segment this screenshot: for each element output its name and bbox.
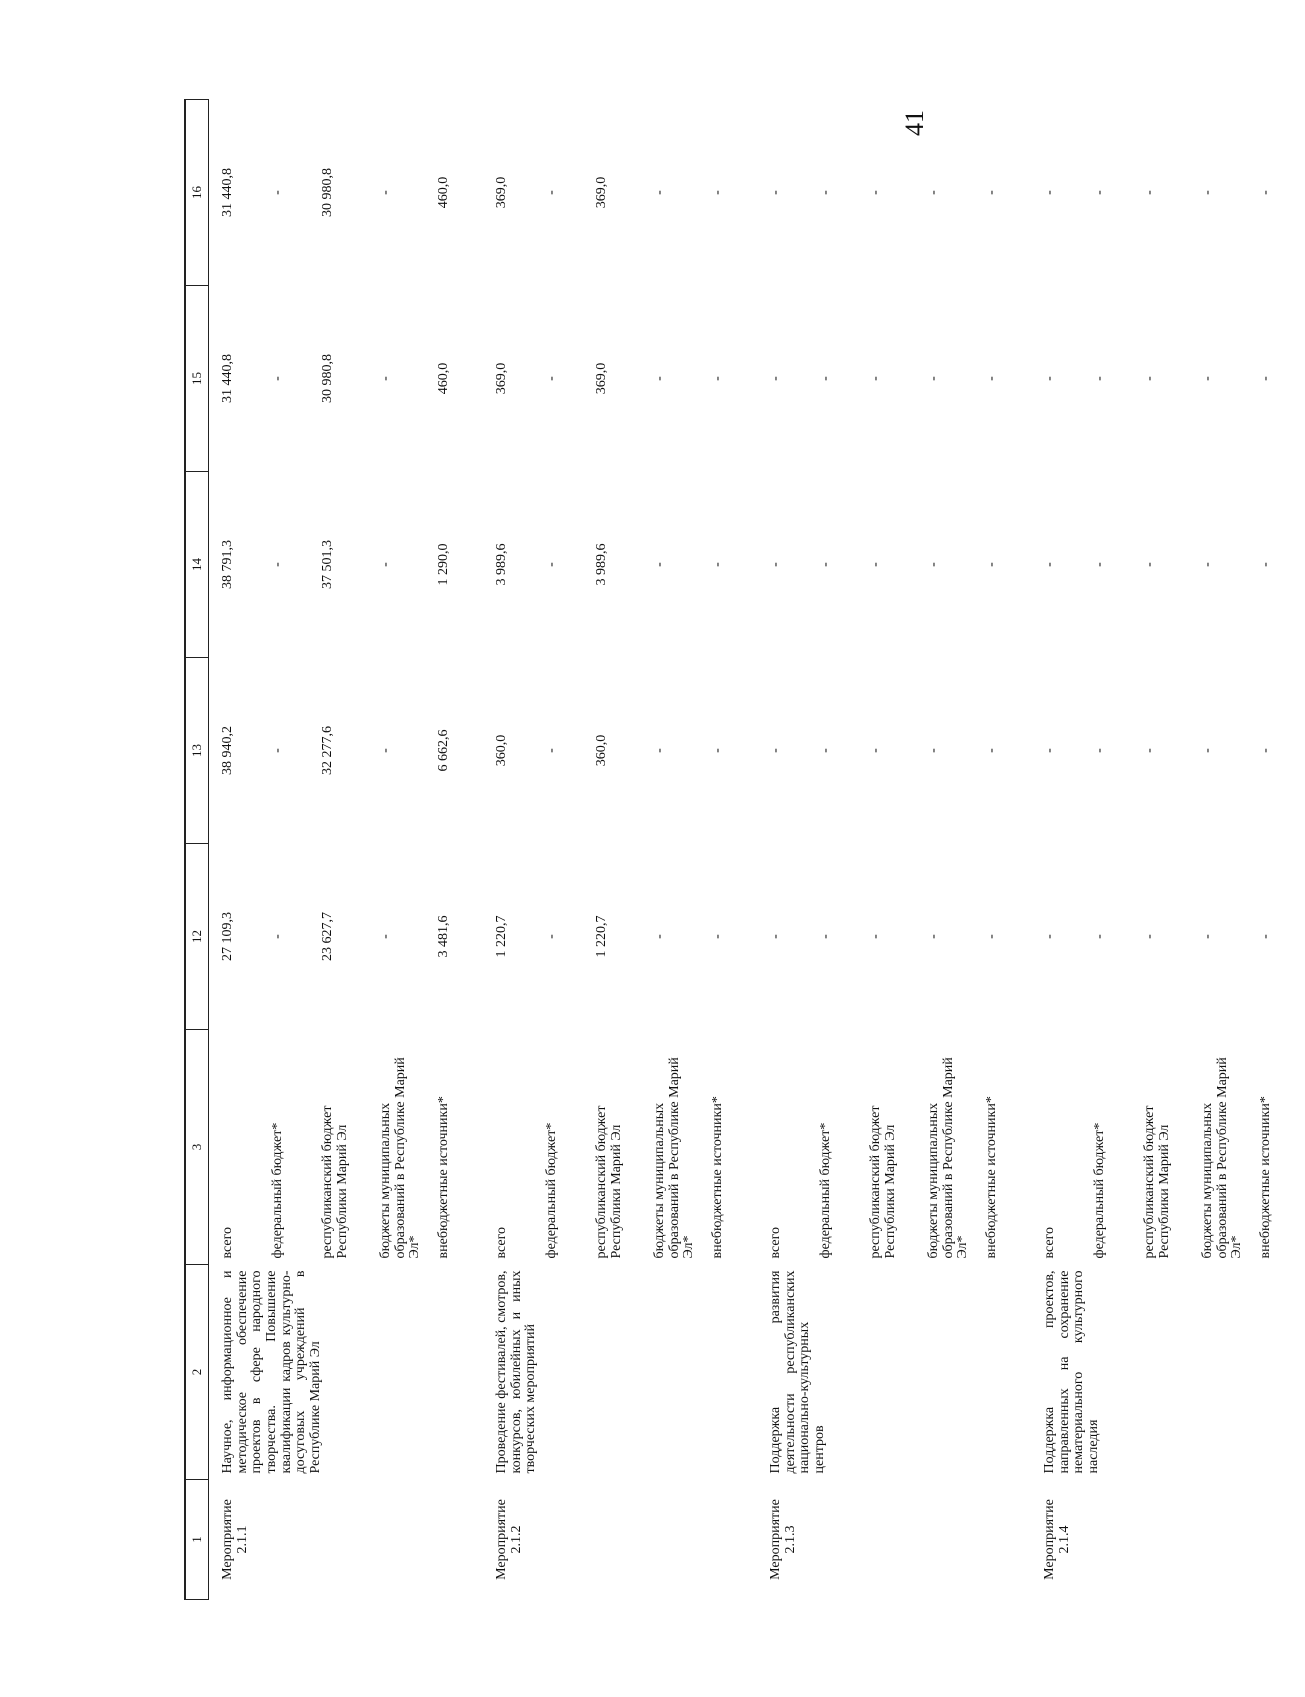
value-cell: - — [926, 562, 941, 567]
table-row — [757, 100, 815, 1600]
header-col-12: 12 — [185, 844, 209, 1030]
value-cell: - — [652, 376, 667, 381]
value-cell: 3 481,6 — [436, 915, 451, 958]
value-cell: - — [544, 934, 559, 939]
value-cell: 369,0 — [594, 176, 609, 209]
funding-source: бюджеты муниципальных образований в Республике Марий Эл* — [926, 1057, 971, 1259]
budget-table — [184, 99, 1305, 1600]
value-cell: - — [868, 934, 883, 939]
value-cell: - — [984, 376, 999, 381]
funding-source: республиканский бюджет Республики Марий Эл — [320, 1105, 350, 1259]
value-cell: - — [378, 376, 393, 381]
funding-source: всего — [768, 1226, 783, 1259]
value-cell: - — [710, 190, 725, 195]
header-col-3: 3 — [185, 1030, 209, 1265]
value-cell: 369,0 — [494, 362, 509, 395]
value-cell: 32 277,6 — [320, 726, 335, 775]
value-cell: - — [270, 376, 285, 381]
value-cell: - — [652, 748, 667, 753]
value-cell: - — [1092, 562, 1107, 567]
funding-source: всего — [220, 1226, 235, 1259]
value-cell: - — [378, 562, 393, 567]
value-cell: - — [544, 190, 559, 195]
value-cell: - — [544, 562, 559, 567]
value-cell: - — [984, 934, 999, 939]
value-cell: - — [1042, 376, 1057, 381]
rotated-table-container — [184, 100, 1273, 1600]
activity-label: Мероприятие 2.1.3 — [768, 1499, 798, 1580]
value-cell: - — [1092, 934, 1107, 939]
value-cell: - — [710, 562, 725, 567]
funding-source: внебюджетные источники* — [710, 1096, 725, 1259]
value-cell: - — [378, 748, 393, 753]
table-body — [209, 100, 1305, 1600]
value-cell: - — [1142, 562, 1157, 567]
funding-source: республиканский бюджет Республики Марий Эл — [868, 1105, 898, 1259]
value-cell: - — [652, 190, 667, 195]
value-cell: - — [768, 934, 783, 939]
value-cell: 460,0 — [436, 362, 451, 395]
value-cell: - — [1042, 190, 1057, 195]
funding-source: внебюджетные источники* — [436, 1096, 451, 1259]
value-cell: - — [1042, 748, 1057, 753]
value-cell: - — [984, 748, 999, 753]
value-cell: - — [984, 190, 999, 195]
value-cell: - — [378, 934, 393, 939]
header-col-16: 16 — [185, 100, 209, 286]
value-cell: - — [768, 748, 783, 753]
header-col-1: 1 — [185, 1480, 209, 1600]
value-cell: 6 662,6 — [436, 729, 451, 772]
value-cell: - — [818, 748, 833, 753]
value-cell: 38 940,2 — [220, 726, 235, 775]
value-cell: 360,0 — [494, 734, 509, 767]
value-cell: 3 989,6 — [594, 543, 609, 586]
value-cell: 27 109,3 — [220, 912, 235, 961]
value-cell: 30 980,8 — [320, 354, 335, 403]
funding-source: всего — [1042, 1226, 1057, 1259]
funding-source: федеральный бюджет* — [270, 1122, 285, 1259]
activity-description: Научное, информационное и методическое обеспечение проектов в сфере народного творчества. Повышение квалификации кадров культурно-досуговых учреждений в Республике Марий Эл — [220, 1270, 324, 1474]
header-col-15: 15 — [185, 286, 209, 472]
value-cell: - — [544, 376, 559, 381]
value-cell: - — [768, 376, 783, 381]
value-cell: 37 501,3 — [320, 540, 335, 589]
value-cell: - — [710, 934, 725, 939]
funding-source: всего — [494, 1226, 509, 1259]
value-cell: - — [868, 190, 883, 195]
activity-label: Мероприятие 2.1.1 — [220, 1499, 250, 1580]
funding-source: федеральный бюджет* — [544, 1122, 559, 1259]
value-cell: - — [544, 748, 559, 753]
header-col-13: 13 — [185, 658, 209, 844]
value-cell: - — [1092, 190, 1107, 195]
value-cell: - — [1258, 934, 1273, 939]
value-cell: - — [1258, 190, 1273, 195]
value-cell: - — [926, 190, 941, 195]
value-cell: - — [984, 562, 999, 567]
value-cell: - — [1092, 748, 1107, 753]
value-cell: - — [868, 376, 883, 381]
activity-description: Проведение фестивалей, смотров, конкурсов, юбилейных и иных творческих мероприятий — [494, 1270, 539, 1474]
header-row — [185, 100, 209, 1600]
value-cell: - — [270, 748, 285, 753]
value-cell: 369,0 — [494, 176, 509, 209]
funding-source: федеральный бюджет* — [1092, 1122, 1107, 1259]
value-cell: - — [1200, 934, 1215, 939]
value-cell: - — [710, 376, 725, 381]
header-col-14: 14 — [185, 472, 209, 658]
activity-description: Поддержка проектов, направленных на сохранение нематериального культурного наследия — [1042, 1270, 1102, 1474]
value-cell: - — [1200, 562, 1215, 567]
value-cell: - — [818, 934, 833, 939]
value-cell: - — [1200, 748, 1215, 753]
activity-description: Поддержка развития деятельности республиканских национально-культурных центров — [768, 1270, 828, 1474]
value-cell: - — [1258, 748, 1273, 753]
value-cell: - — [1200, 190, 1215, 195]
value-cell: - — [868, 562, 883, 567]
value-cell: - — [1142, 748, 1157, 753]
value-cell: - — [1142, 934, 1157, 939]
value-cell: - — [1142, 190, 1157, 195]
value-cell: - — [818, 376, 833, 381]
funding-source: бюджеты муниципальных образований в Республике Марий Эл* — [378, 1057, 423, 1259]
page-number: 41 — [900, 110, 929, 136]
value-cell: - — [652, 934, 667, 939]
value-cell: - — [710, 748, 725, 753]
value-cell: 1 290,0 — [436, 543, 451, 586]
activity-label: Мероприятие 2.1.2 — [494, 1499, 524, 1580]
value-cell: - — [926, 376, 941, 381]
value-cell: - — [270, 562, 285, 567]
table-row — [483, 100, 541, 1600]
funding-source: республиканский бюджет Республики Марий Эл — [594, 1105, 624, 1259]
value-cell: - — [1092, 376, 1107, 381]
value-cell: - — [768, 190, 783, 195]
value-cell: - — [270, 190, 285, 195]
value-cell: 31 440,8 — [220, 354, 235, 403]
funding-source: федеральный бюджет* — [818, 1122, 833, 1259]
funding-source: бюджеты муниципальных образований в Республике Марий Эл* — [1200, 1057, 1245, 1259]
value-cell: 23 627,7 — [320, 912, 335, 961]
value-cell: - — [818, 190, 833, 195]
value-cell: - — [270, 934, 285, 939]
value-cell: - — [378, 190, 393, 195]
value-cell: 460,0 — [436, 176, 451, 209]
value-cell: 31 440,8 — [220, 168, 235, 217]
value-cell: - — [926, 748, 941, 753]
table-row — [209, 100, 268, 1600]
value-cell: 3 989,6 — [494, 543, 509, 586]
value-cell: - — [868, 748, 883, 753]
value-cell: - — [652, 562, 667, 567]
funding-source: республиканский бюджет Республики Марий Эл — [1142, 1105, 1172, 1259]
value-cell: - — [1258, 562, 1273, 567]
value-cell: 38 791,3 — [220, 540, 235, 589]
funding-source: внебюджетные источники* — [1258, 1096, 1273, 1259]
value-cell: - — [1142, 376, 1157, 381]
value-cell: - — [1042, 934, 1057, 939]
funding-source: бюджеты муниципальных образований в Республике Марий Эл* — [652, 1057, 697, 1259]
value-cell: 1 220,7 — [494, 915, 509, 958]
value-cell: 30 980,8 — [320, 168, 335, 217]
value-cell: - — [1258, 376, 1273, 381]
header-col-2: 2 — [185, 1265, 209, 1480]
value-cell: - — [818, 562, 833, 567]
value-cell: 369,0 — [594, 362, 609, 395]
value-cell: - — [1042, 562, 1057, 567]
funding-source: внебюджетные источники* — [984, 1096, 999, 1259]
value-cell: 360,0 — [594, 734, 609, 767]
value-cell: - — [1200, 376, 1215, 381]
value-cell: - — [926, 934, 941, 939]
activity-label: Мероприятие 2.1.4 — [1042, 1499, 1072, 1580]
value-cell: 1 220,7 — [594, 915, 609, 958]
value-cell: - — [768, 562, 783, 567]
table-row — [1031, 100, 1089, 1600]
